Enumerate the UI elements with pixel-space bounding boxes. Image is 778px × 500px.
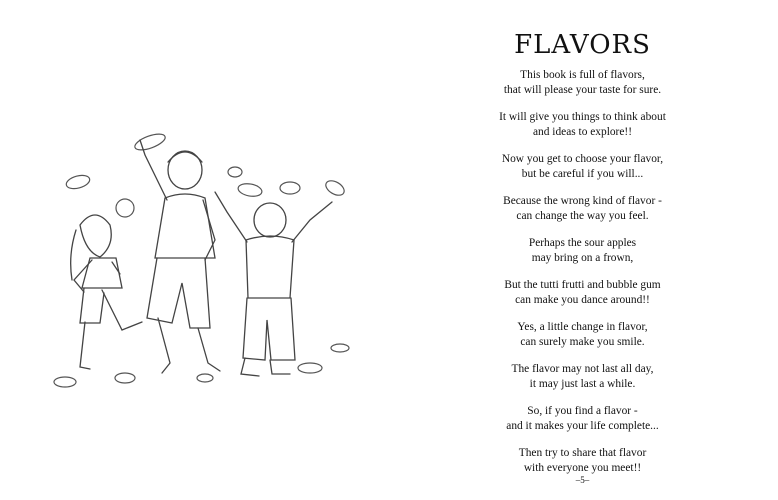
woman-figure — [140, 140, 220, 373]
poem-line: Now you get to choose your flavor, — [501, 153, 664, 165]
stanza — [470, 320, 695, 350]
dancing-children-illustration — [40, 90, 400, 410]
poem-line: Because the wrong kind of flavor - — [503, 195, 662, 207]
candy-2 — [65, 173, 91, 191]
stanza — [470, 404, 695, 434]
poem-line: Then try to share that flavor — [518, 447, 647, 459]
poem-line: So, if you find a flavor - — [527, 405, 638, 417]
page-title: FLAVORS — [514, 30, 651, 60]
poem-line: Yes, a little change in flavor, — [517, 321, 648, 333]
poem-line: but be careful if you will... — [521, 168, 644, 180]
candy-8 — [54, 377, 76, 387]
stanza — [470, 446, 695, 476]
poem-line: it may just last a while. — [529, 378, 636, 390]
poem-line: This book is full of flavors, — [520, 69, 645, 81]
poem-line: It will give you things to think about — [499, 111, 666, 123]
poem-line: The flavor may not last all day, — [511, 363, 654, 375]
poem-line: can change the way you feel. — [516, 210, 649, 222]
poem-line: may bring on a frown, — [531, 252, 634, 264]
candy-4 — [237, 182, 263, 198]
poem-page — [470, 0, 695, 500]
candy-11 — [331, 344, 349, 352]
candy-7 — [228, 167, 242, 177]
candy-12 — [197, 374, 213, 382]
stanza — [470, 194, 695, 224]
stanza — [470, 278, 695, 308]
poem-line: can surely make you smile. — [520, 336, 645, 348]
poem-line: Perhaps the sour apples — [528, 237, 637, 249]
poem-line: that will please your taste for sure. — [503, 84, 662, 96]
candy-5 — [280, 182, 300, 194]
stanza — [470, 110, 695, 140]
poem-line: and it makes your life complete... — [506, 420, 659, 432]
candy-6 — [323, 178, 346, 198]
page-number: –5– — [575, 475, 590, 485]
poem-line: with everyone you meet!! — [523, 462, 642, 474]
poem-line: can make you dance around!! — [515, 294, 650, 306]
pencil-sketch-image — [40, 90, 400, 410]
candy-1 — [133, 131, 167, 153]
girl-figure — [71, 215, 142, 369]
stanza — [470, 236, 695, 266]
candy-10 — [298, 363, 322, 373]
stanza — [470, 68, 695, 98]
stanza — [470, 362, 695, 392]
poem-body — [470, 68, 695, 488]
poem-line: But the tutti frutti and bubble gum — [504, 279, 661, 291]
poem-line: and ideas to explore!! — [533, 126, 632, 138]
boy-figure — [215, 192, 332, 376]
candy-3 — [116, 199, 134, 217]
candy-9 — [115, 373, 135, 383]
stanza — [470, 152, 695, 182]
